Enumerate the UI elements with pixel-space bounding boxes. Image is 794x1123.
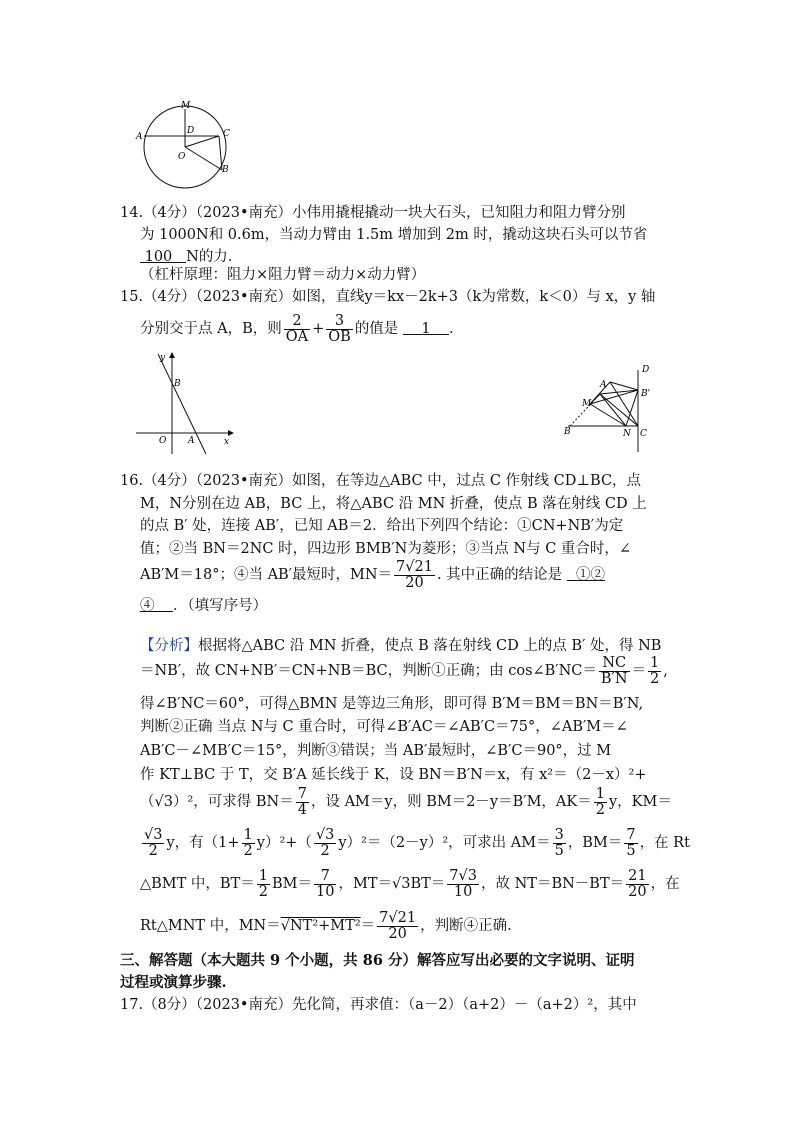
section3-heading: 三、解答题（本大题共 9 个小题，共 86 分）解答应写出必要的文字说明、证明: [120, 952, 635, 969]
analysis-line1: 【分析】根据将△ABC 沿 MN 折叠，使点 B 落在射线 CD 上的点 B′ 处，得 NB: [140, 638, 662, 654]
frac-7-4: $\frac{7}{4}$: [297, 785, 307, 818]
analysis-line10: Rt△MNT 中，MN＝√NT²+MT²＝ $\frac{7√21}{20}$ ，判断④正确.: [140, 909, 512, 942]
q16-answer-part2: ④: [140, 598, 155, 614]
label-A: A: [188, 436, 195, 446]
q16-line3: 的点 B′ 处，连接 AB′，已知 AB＝2．给出下列四个结论：①CN+NB′为定: [140, 518, 624, 534]
q14-line2: 为 1000N和 0.6m，当动力臂由 1.5m 增加到 2m 时，撬动这块石头可以节省: [140, 227, 648, 243]
label-y: y: [160, 353, 166, 363]
q16-line4: 值；②当 BN＝2NC 时，四边形 BMB′N为菱形；③当点 N与 C 重合时，∠: [140, 541, 632, 557]
figure-16-triangle: [560, 360, 660, 460]
analysis-line8: $\frac{√3}{2}$ y，有（1+ $\frac{1}{2}$ y）²+（ $\frac{√3}{2}$ y）²＝（2－y）²，可求出 AM＝ $\frac{3}{5}$ ，BM＝ $\frac{7}{5}$ ，在 Rt: [144, 826, 690, 859]
q14-note: （杠杆原理：阻力×阻力臂＝动力×动力臂）: [140, 267, 426, 283]
frac-sqrt3-2: $\frac{√3}{2}$: [144, 826, 163, 859]
label-O: O: [178, 152, 186, 162]
frac-7-10: $\frac{7}{10}$: [316, 867, 335, 900]
label-C: C: [223, 129, 230, 139]
q14-answer: 100: [144, 249, 173, 265]
q15-frac-3-OB: $\frac{3}{OB}$: [328, 312, 351, 345]
label-A: A: [136, 132, 143, 142]
label-B-prime: B': [641, 389, 651, 399]
label-B: B: [174, 379, 181, 389]
frac-3-5: $\frac{3}{5}$: [554, 826, 564, 859]
label-C: C: [640, 429, 647, 439]
label-N: N: [623, 429, 631, 439]
frac-half: $\frac{1}{2}$: [650, 654, 660, 687]
q15-line1: 15.（4分）（2023•南充）如图，直线y＝kx－2k+3（k为常数，k＜0）与 x，y 轴: [120, 289, 656, 305]
q15-frac-2-OA: $\frac{2}{OA}$: [285, 312, 309, 345]
q16-line1: 16.（4分）（2023•南充）如图，在等边△ABC 中，过点 C 作射线 CD⊥BC，点: [120, 473, 642, 489]
analysis-tag: 【分析】: [140, 638, 198, 654]
label-B: B: [564, 427, 571, 437]
label-D: D: [642, 365, 650, 375]
analysis-line9: △BMT 中，BT＝ $\frac{1}{2}$ BM＝ $\frac{7}{10}$ ，MT＝√3BT＝ $\frac{7√3}{10}$ ，故 NT＝BN－BT＝ $\frac{21}{20}$ ，在: [140, 867, 680, 900]
frac-21-20: $\frac{21}{20}$: [628, 867, 647, 900]
analysis-line4: 判断②正确 当点 N与 C 重合时，可得∠B′AC＝∠AB′C＝75°，∠AB′M＝∠: [140, 719, 628, 735]
frac-1-2: $\frac{1}{2}$: [243, 826, 253, 859]
frac-7sqrt3-10: $\frac{7√3}{10}$: [449, 867, 477, 900]
frac-1-2: $\frac{1}{2}$: [595, 785, 605, 818]
analysis-line3: 得∠B′NC＝60°，可得△BMN 是等边三角形，即可得 B′M＝BM＝BN＝B′N,: [140, 696, 644, 712]
frac-7-5: $\frac{7}{5}$: [626, 826, 636, 859]
q16-line2: M，N分别在边 AB，BC 上，将△ABC 沿 MN 折叠，使点 B 落在射线 CD 上: [140, 496, 647, 512]
frac-sqrt3-2: $\frac{√3}{2}$: [315, 826, 335, 859]
label-x: x: [224, 437, 230, 447]
analysis-line5: AB′C－∠MB′C＝15°，判断③错误；当 AB′最短时，∠B′C＝90°，过 M: [140, 743, 612, 759]
label-B: B: [222, 165, 229, 175]
q16-line6: ④ ．（填写序号）: [140, 598, 268, 614]
section3-heading-l2: 过程或演算步骤.: [120, 974, 227, 991]
q15-answer: 1: [421, 321, 431, 337]
q16-answer-part1: ①②: [576, 567, 605, 583]
q15-line2: 分别交于点 A，B，则 $\frac{2}{OA}$ + $\frac{3}{OB}$ 的值是 1 .: [140, 312, 454, 345]
q14-line3: 100 N的力.: [140, 247, 232, 267]
label-M: M: [181, 101, 191, 111]
figure-15-axes: [132, 350, 237, 460]
q17-line1: 17.（8分）（2023•南充）先化简，再求值：（a－2）（a+2）－（a+2）²，其中: [120, 997, 637, 1013]
frac-7sqrt21-20: $\frac{7√21}{20}$: [379, 909, 417, 942]
analysis-line6: 作 KT⊥BC 于 T，交 B′A 延长线于 K，设 BN＝B′N＝x，有 x²＝（2－x）²+: [140, 767, 647, 783]
frac-1-2: $\frac{1}{2}$: [258, 867, 268, 900]
q16-line5: AB′M＝18°；④当 AB′最短时，MN＝ $\frac{7√21}{20}$ . 其中正确的结论是 ①②: [140, 558, 605, 591]
label-A: A: [600, 380, 607, 390]
q14-line1: 14.（4分）（2023•南充）小伟用撬棍撬动一块大石头，已知阻力和阻力臂分别: [120, 205, 626, 221]
frac-nc-bn: $\frac{NC}{B'N}$: [600, 654, 628, 687]
label-O: O: [159, 436, 167, 446]
analysis-line7: （√3）²，可求得 BN＝ $\frac{7}{4}$ ，设 AM＝y，则 BM＝2－y＝B′M，AK＝ $\frac{1}{2}$ y，KM＝: [140, 785, 672, 818]
q16-mn-frac: $\frac{7√21}{20}$: [396, 558, 433, 591]
label-D: D: [187, 126, 195, 136]
label-M: M: [582, 399, 592, 409]
figure-14-circle: [134, 98, 244, 194]
analysis-line2: ＝NB′，故 CN+NB′＝CN+NB＝BC，判断①正确；由 cos∠B′NC＝ $\frac{NC}{B'N}$ ＝ $\frac{1}{2}$ ,: [140, 654, 668, 687]
